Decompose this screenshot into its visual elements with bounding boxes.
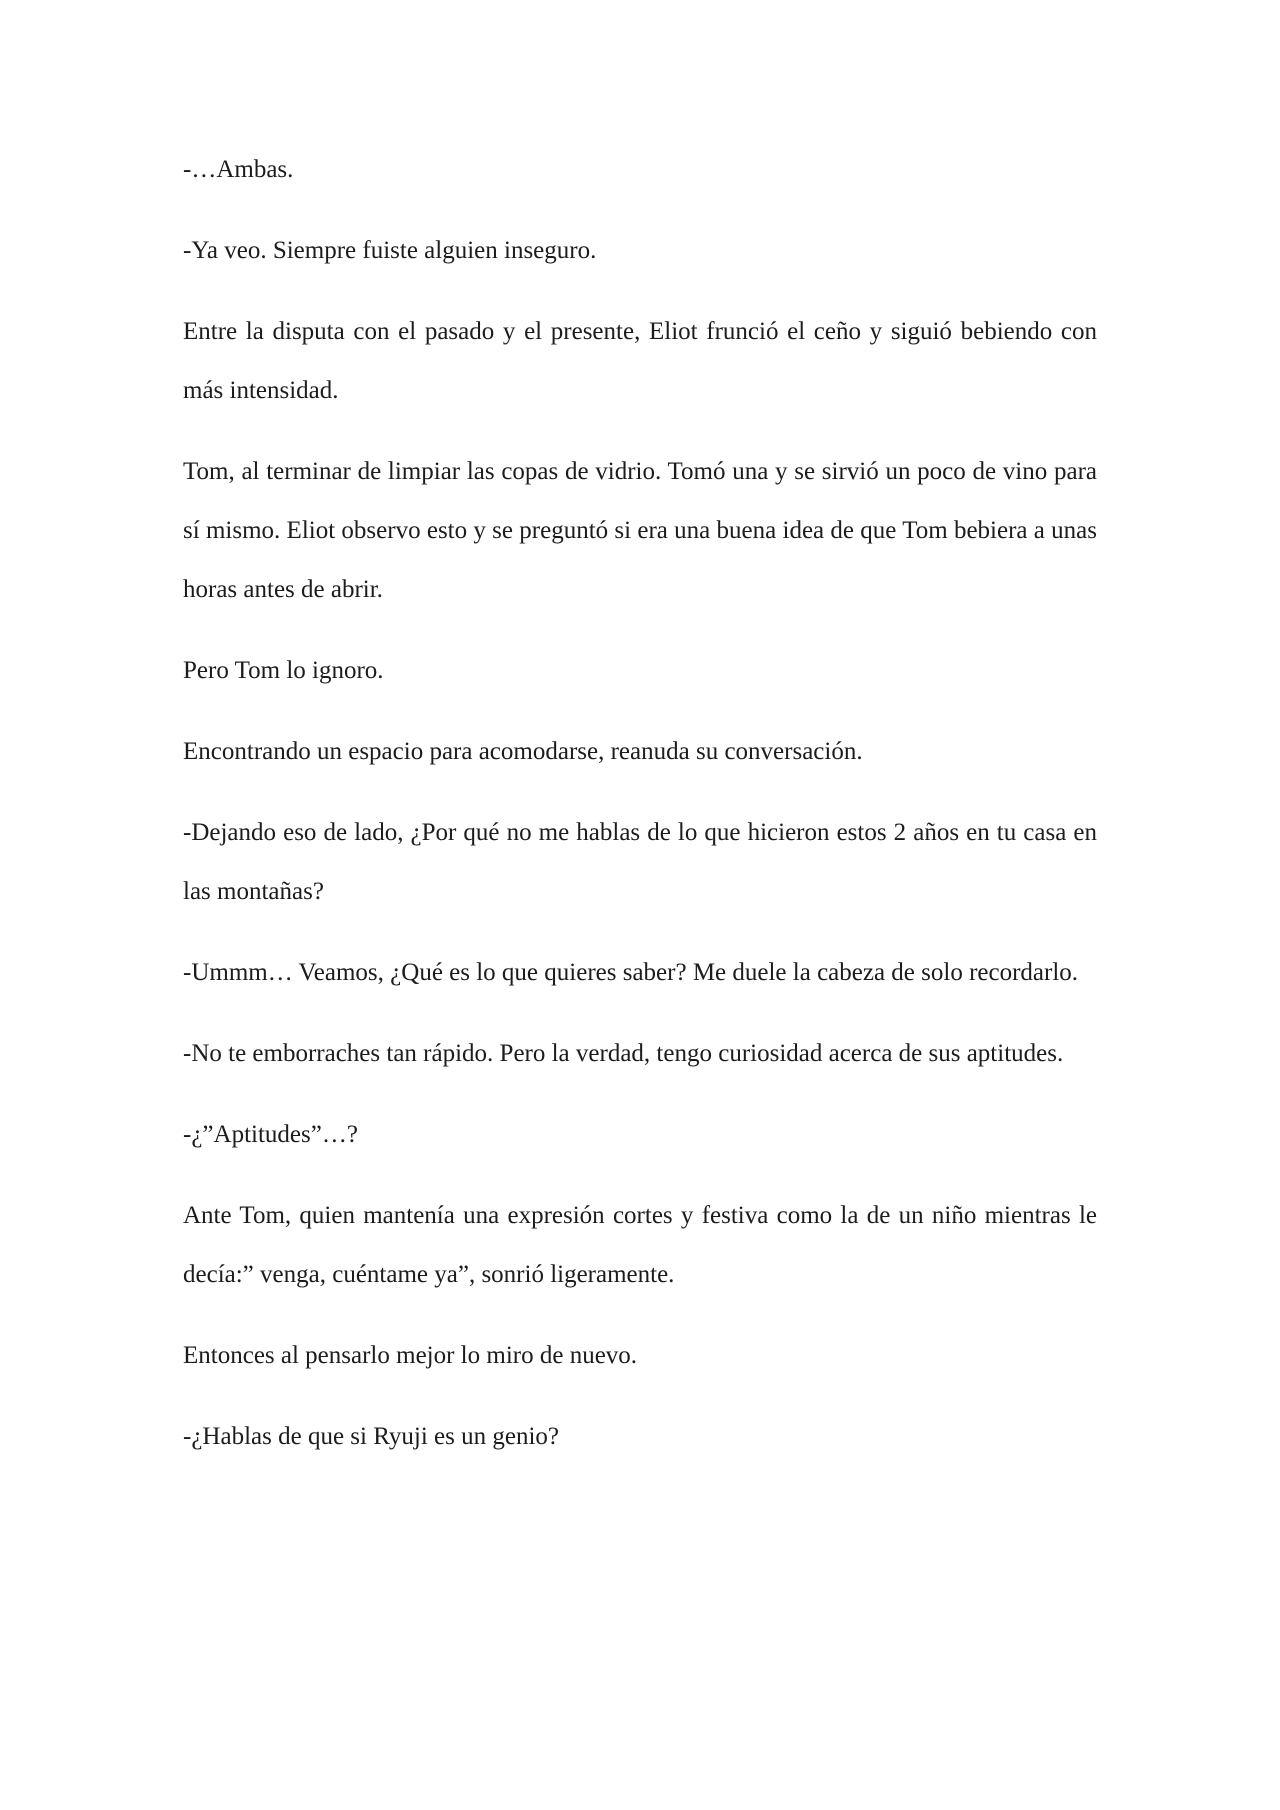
paragraph: Ante Tom, quien mantenía una expresión cortes y festiva como la de un niño mientras le decía:” venga, cuéntame ya”, sonrió ligeramente. <box>183 1202 1097 1288</box>
paragraph: -¿”Aptitudes”…? <box>183 1121 358 1148</box>
paragraph: Entre la disputa con el pasado y el presente, Eliot frunció el ceño y siguió bebiendo con más intensidad. <box>183 318 1097 404</box>
paragraph: Entonces al pensarlo mejor lo miro de nuevo. <box>183 1342 638 1369</box>
paragraph: -…Ambas. <box>183 156 294 183</box>
paragraph: Tom, al terminar de limpiar las copas de vidrio. Tomó una y se sirvió un poco de vino para sí mismo. Eliot observo esto y se preguntó si era una buena idea de que Tom bebiera a unas horas antes de abrir. <box>183 458 1097 603</box>
paragraph: -Ya veo. Siempre fuiste alguien inseguro. <box>183 237 597 264</box>
paragraph: Pero Tom lo ignoro. <box>183 657 384 684</box>
paragraph: -Dejando eso de lado, ¿Por qué no me hablas de lo que hicieron estos 2 años en tu casa en las montañas? <box>183 819 1097 905</box>
paragraph: Encontrando un espacio para acomodarse, reanuda su conversación. <box>183 738 863 765</box>
paragraph: -Ummm… Veamos, ¿Qué es lo que quieres saber? Me duele la cabeza de solo recordarlo. <box>183 959 1079 986</box>
paragraph: -No te emborraches tan rápido. Pero la verdad, tengo curiosidad acerca de sus aptitudes. <box>183 1040 1064 1067</box>
document-body <box>183 140 1097 1488</box>
paragraph: -¿Hablas de que si Ryuji es un genio? <box>183 1423 559 1450</box>
